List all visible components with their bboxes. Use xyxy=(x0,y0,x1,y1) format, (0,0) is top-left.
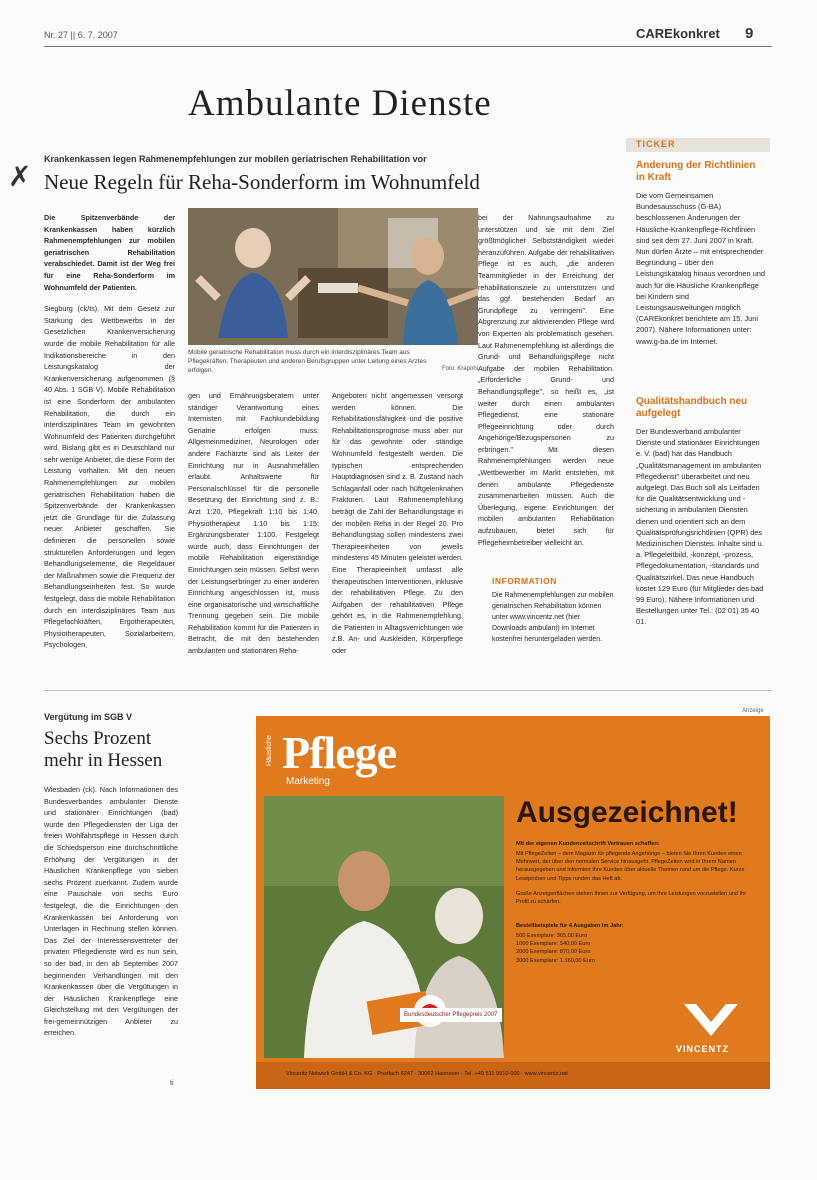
article1-col2-body: gen und Ernährungsberatern unter ständiger Verantwortung eines Internisten mit Fachkundebildung Geriatrie erfolgen muss. Allgemeinmediziner, Neurologen oder andere Fachärzte sind als Leiter der Einrichtung nur in Ausnahmefällen erlaubt. Anhaltswerte für Personalschlüssel für die personelle Besetzung der Einrichtung sind z. B.: Arzt 1:20, Pflegekraft 1:10 bis 1:40, Physiotherapeut 1:10 bis 1:15; Ergänzungsberater 1:100. Festgelegt wurde auch, dass Einrichtungen der mobile Rehabilitation eigenständige Einrichtungen sein müssen. Selbst wenn der Leistungserbringer zu einer anderen Einrichtung angeschlossen ist, muss eine organisatorische und wirtschaftliche Trennung gegeben sein. Die mobile Rehabilitation kommt für die Patienten in Betracht, die mit den bestehenden ambulanten und stationären Reha- xyxy=(188,391,319,656)
ad-price-row: 1000 Exemplare: 540,00 Euro xyxy=(516,941,591,948)
ad-brand: Pflege xyxy=(282,727,397,778)
ticker-label-bar xyxy=(626,138,770,152)
publication-name: CAREkonkret xyxy=(636,26,720,41)
ad-label: Anzeige xyxy=(742,708,764,714)
article1-headline: Neue Regeln für Reha-Sonderform im Wohnumfeld xyxy=(44,170,480,194)
ad-price-row: 500 Exemplare: 365,00 Euro xyxy=(516,933,588,939)
article1-kicker: Krankenkassen legen Rahmenempfehlungen zur mobilen geriatrischen Rehabilitation vor xyxy=(44,154,427,164)
issue-date: Nr. 27 || 6. 7. 2007 xyxy=(44,30,118,40)
ad-award: Bundesdeutscher Pflegepreis 2007 xyxy=(400,1008,502,1022)
article2-body-column xyxy=(44,784,178,1084)
article2-body: Wiesbaden (ck). Nach Informationen des Bundesverbandes ambulanter Dienste und stationärer Einrichtungen (bad) wurde den Pflegediensten der Liga der freien Wohlfahrtspflege in Hessen durch die Schiedsperson eine durchschnittliche Erhöhung der Vergütungen in der Häuslichen Krankenpflege von sieben sechs Prozent zuerkannt. Zudem wurde eine Pauschale von sechs Euro festgelegt, die die Einrichtungen den Krankenkassen bei Anforderung von Unterlagen in Rechnung stellen können. Das Ziel der Interessensvertreter der privaten Pflegedienste wird es nun sein, so der bad, in den ab September 2007 beginnenden Verhandlungen mit den Krankenkassen über die Vergütungen in der Häuslichen Krankenpflege eine Gleichstellung mit den Vergütungen der frei-gemeinnützigen Anbieter zu erreichen. xyxy=(44,785,178,1038)
ad-price-row: 2000 Exemplare: 870,00 Euro xyxy=(516,949,591,956)
ticker-item-1 xyxy=(636,160,766,393)
ad-text-1: Mit PflegeZeiten – dem Magazin für pflegende Angehörige – bieten Sie Ihren Kunden einen Mehrwert, der über den normalen Service hinausgeht. PflegeZeiten wird in Ihrem Namen herausgegeben und informiert Ihre Kunden über aktuelle Themen rund um die Pflege. Kurze Leseproben und Tipps runden das Heft ab. xyxy=(516,851,745,882)
article1-col4-body: bei der Nahrungsaufnahme zu unterstützen und sie mit dem Ziel größtmöglicher Selbstständigkeit wieder heranzuführen. Aufgabe der rehabilitativen Pflege ist es auch, „die anderen Teammitglieder in der Erreichung der rehabilitationsziele zu unterstützen und das ggf. bestehenden Bedarf an Grundpflege zu verringern". Eine Abgrenzung zur aktivierenden Pflege wird von Experten als problematisch gesehen. Laut Rahmenempfehlung ist allerdings die Grund- und Behandlungspflege nicht Aufgabe der mobilen Rehabilitation. „Erforderliche Grund- und Behandlungspflege", so heißt es, „ist weiter durch einen ambulanten Pflegedienst, eine stationäre Pflegeeinrichtung oder durch Angehörige/Bezugspersonen zu erbringen." Mit diesen Rahmenempfehlungen werden neue „Wettbewerber im Markt entstehen, mit denen ambulante Pflegedienste zusammenarbeiten müssen. Auch die Überlegung, eigene Einrichtungen der mobilen ambulanten Rehabilitation aufzubauen, bietet sich für Pflegeheimbetreiber vielleicht an. xyxy=(478,213,614,547)
section-divider xyxy=(44,690,772,691)
vincentz-brand: VINCENTZ xyxy=(676,1044,729,1054)
ticker-label: TICKER xyxy=(636,139,676,149)
advertisement xyxy=(256,716,770,1089)
article1-column-1 xyxy=(44,212,175,680)
photo-credit: Foto: Krapohl xyxy=(441,366,478,372)
article1-col3-body: Angeboten nicht angemessen versorgt werden können. Die Rehabilitationsfähigkeit und die positive Rehabilitationsprognose muss aber nur für das gewohnte oder ständige Wohnumfeld festgestellt werden. Die typischen entsprechenden Hauptdiagnosen sind z. B. Zustand nach Schlaganfall oder nach hüftgelenknahen Frakturen. Laut Rahmenempfehlung beträgt die Zahl der Behandlungstage in der mobilen Reha in der Regel 20. Pro Behandlungstag sollen mindestens zwei Therapieeinheiten von jeweils mindestens 45 Minuten geleistet werden. Eine Therapieeinheit umfasst alle therapeutischen Interventionen, inklusive der rehabilitativen Pflege. Zu den Aufgaben der rehabilitativen Pflege gehört es, in die Rahmenempfehlung, die Patienten in Alltagsverrichtungen wie z.B. An- und Auskleiden, Körperpflege oder xyxy=(332,391,463,656)
info-box xyxy=(478,576,614,680)
ticker-headline-1: Änderung der Richtlinien in Kraft xyxy=(636,160,756,183)
ad-text-2: Große Anzeigenflächen stehen Ihnen zur Verfügung, um Ihre Leistungen vorzustellen und Ihr Profil zu schärfen. xyxy=(516,891,747,906)
ticker-headline-2: Qualitätshandbuch neu aufgelegt xyxy=(636,396,748,419)
ad-bold-intro: Mit der eigenen Kundenzeitschrift Vertrauen schaffen: xyxy=(516,841,660,847)
article1-column-2 xyxy=(188,390,319,680)
page-number: 9 xyxy=(745,25,754,42)
article1-lead: Die Spitzenverbände der Krankenkassen haben kürzlich Rahmenempfehlungen zur mobilen geriatrischen Rehabilitation verabschiedet. Damit ist der Weg frei für eine Reha-Sonderform im Wohnumfeld der Patienten. xyxy=(44,213,175,292)
handwritten-x-mark: ✗ xyxy=(8,160,32,193)
article2-kicker: Vergütung im SGB V xyxy=(44,712,133,722)
article2-end-mark: ti xyxy=(170,1080,174,1087)
section-title: Ambulante Dienste xyxy=(188,83,492,124)
article1-caption: Mobile geriatrische Rehabilitation muss durch ein interdisziplinäres Team aus Pflegekräften, Therapeuten und anderen Berufsgruppen unter Leitung eines Arztes erfolgen. xyxy=(188,349,427,374)
ad-footer-bar xyxy=(256,1062,770,1089)
article1-column-4 xyxy=(478,212,614,572)
article1-column-3 xyxy=(332,390,463,680)
ad-price-row: 3000 Exemplare: 1.160,00 Euro xyxy=(516,957,595,964)
ticker-text-2: Der Bundesverband ambulanter Dienste und stationärer Einrichtungen e. V. (bad) hat das Handbuch „Qualitätsmanagement im ambulanten Pflegedienst" überarbeitet und neu aufgelegt. Das Buch soll als Leitfaden für die Qualitätsentwicklung und -sicherung in ambulanten Diensten dienen und orientiert sich an dem Qualitätsprüfungsrichtlinien (QPR) des Medizinischen Dienstes. Inhalte sind u. a. Pflegeleitbild, -konzept, -prozess, Pflegedokumentation, -standards und Qualitätszirkel. Das neue Handbuch kostet 129 Euro (für Mitglieder des bad 99 Euro). Nähere Informationen und Bestellungen unter Tel.: (02 01) 35 40 01. xyxy=(636,427,764,627)
ad-brand-small: Häusliche xyxy=(266,735,273,766)
ad-brand-sub: Marketing xyxy=(286,776,330,787)
rehab-photo-illustration xyxy=(188,208,478,345)
vincentz-logo-icon xyxy=(680,1000,742,1040)
ad-footer: Vincentz Network GmbH & Co. KG · Postfach 6247 · 30062 Hannover · Tel. +49 511 9910-000 · www.vincentz.net xyxy=(286,1071,568,1077)
ad-prices-title: Bestellbeispiele für 4 Ausgaben im Jahr: xyxy=(516,923,624,929)
ad-headline: Ausgezeichnet! xyxy=(516,796,738,829)
ticker-text-1: Die vom Gemeinsamen Bundesausschuss (G-BA) beschlossenen Änderungen der Häusliche-Krankenpflege-Richtlinien sind seit dem 27. Juni 2007 in Kraft. Nun dürfen Ärzte – mit entsprechender Begründung – über den Leistungskatalog hinaus verordnen und auch für die Häusliche Krankenpflege bei Kindern sind Leistungsausweitungen möglich (CAREkonkret berichtete am 15. Juni 2007). Nähere Informationen unter: www.g-ba.de im Internet. xyxy=(636,191,766,346)
header-rule xyxy=(44,46,772,47)
info-label: INFORMATION xyxy=(492,576,557,586)
info-text: Die Rahmenempfehlungen zur mobilen geriatrischen Rehabilitation können unter www.vincentz.net (hier Downloads ambulant) im Internet kostenfrei heruntergeladen werden. xyxy=(492,592,614,643)
ticker-item-2 xyxy=(636,396,766,682)
article2-headline: Sechs Prozent mehr in Hessen xyxy=(44,728,163,771)
ad-prices xyxy=(516,932,676,965)
article1-col1-body: Siegburg (ck/ts). Mit dem Gesetz zur Stärkung des Wettbewerbs in der Gesetzlichen Krankenversicherung wurde die mobile Rehabilitation für alle Indikationsbereiche in den Leistungskatalog der Krankenversicherung aufgenommen (§ 40 Abs. 1 SGB V). Mobile Rehabilitation ist eine Sonderform der ambulanten Rehabilitation, die durch ein interdisziplinäres Team im gewohnten Wohnumfeld des Patienten durchgeführt wird. Bislang gibt es in Deutschland nur sehr wenige Anbieter, die diese Form der Leistung vorhalten. Mit den neuen Rahmenempfehlungen zur mobilen geriatrischen Rehabilitation haben die Spitzenverbände der Krankenkassen jetzt die Grundlage für die Zulassung neuer Anbieter geschaffen. Sie definieren die personellen sowie strukturellen Anforderungen und legen Behandlungselemente, die Regeldauer der Maßnahmen sowie die Frequenz der Behandlungseinheiten fest. So wurde festgelegt, dass die mobile Rehabilitation durch ein interdisziplinäres Team aus Pflegefachkräften, Ergotherapeuten, Physiotherapeuten, Sozialarbeitern, Psychologen, xyxy=(44,304,175,650)
article1-photo xyxy=(188,208,478,345)
